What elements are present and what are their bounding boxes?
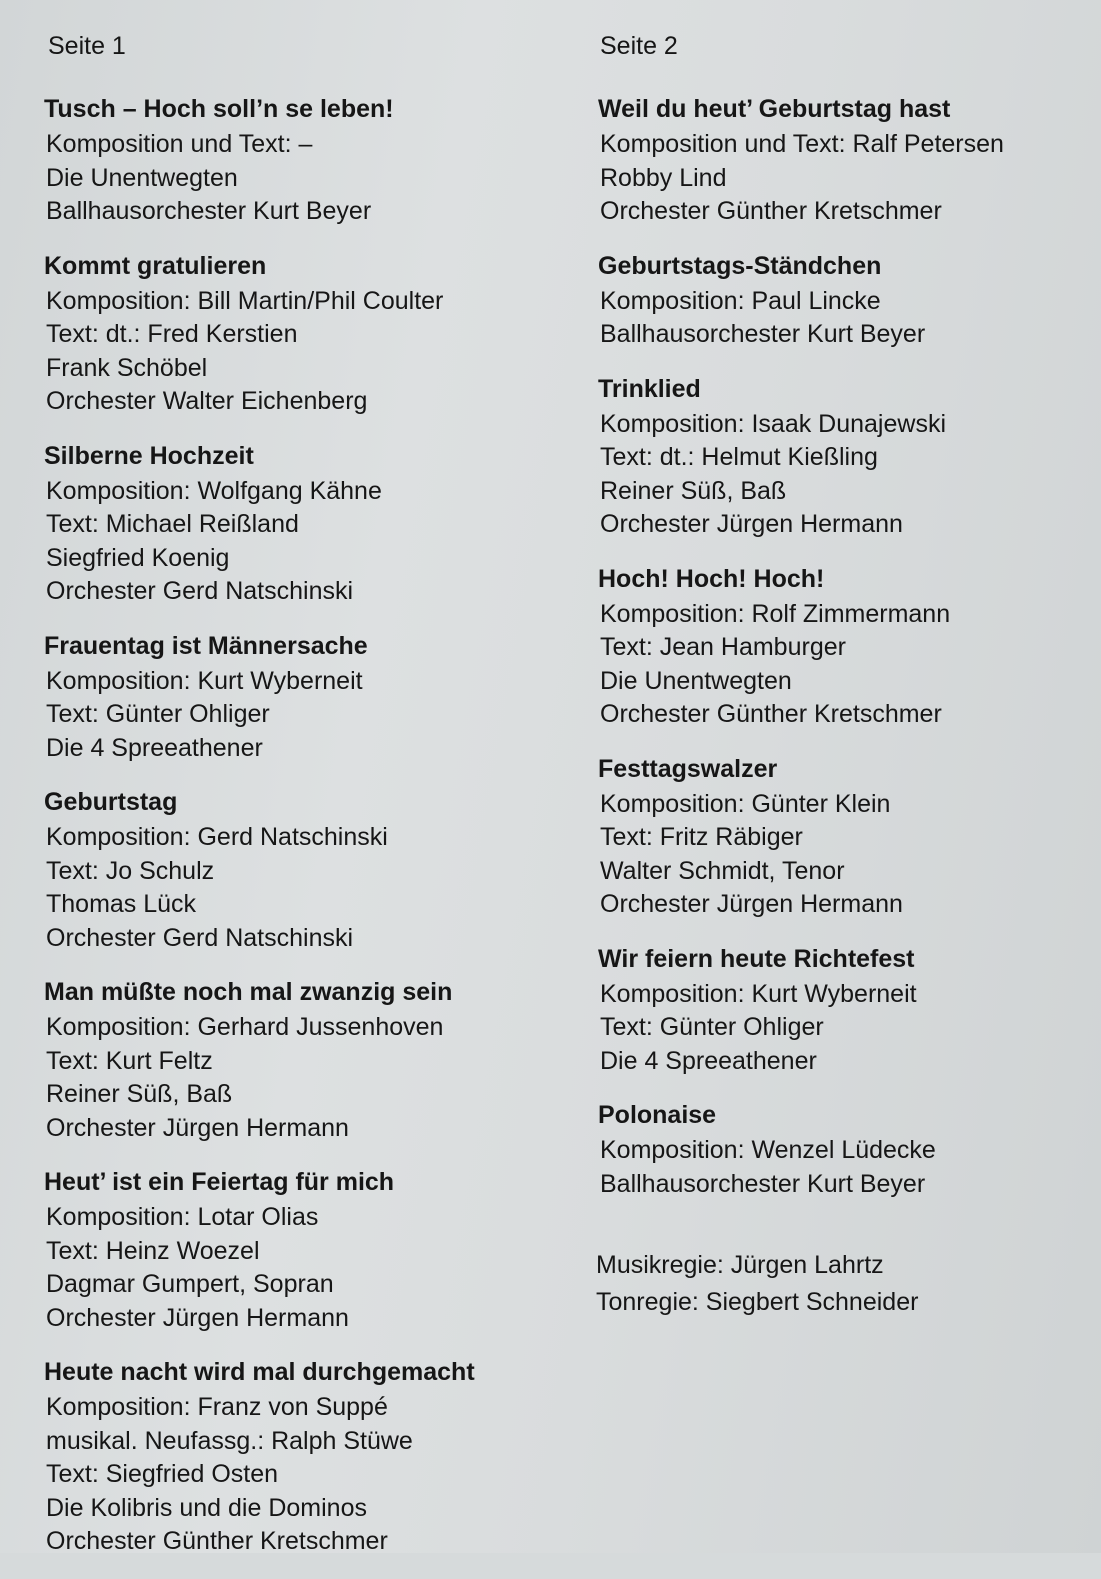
track-credit-line: Text: Michael Reißland	[46, 510, 299, 538]
track-title: Polonaise	[598, 1101, 717, 1129]
track-credit-line: Die 4 Spreeathener	[46, 733, 263, 762]
track-credit-line: Siegfried Koenig	[46, 543, 230, 572]
track-credit-line: Komposition: Rolf Zimmermann	[600, 599, 951, 628]
track-credit-line: Text: Fritz Räbiger	[600, 823, 803, 851]
track-title: Hoch! Hoch! Hoch!	[598, 564, 825, 593]
track-credit-line: Text: Jo Schulz	[46, 856, 215, 885]
track-credit-line: Komposition: Wolfgang Kähne	[46, 476, 382, 505]
track-credit-line: Die Unentwegten	[600, 666, 792, 695]
track-title: Tusch – Hoch soll’n se leben!	[44, 95, 394, 123]
track-credit-line: Die 4 Spreeathener	[600, 1046, 817, 1075]
track-credit-line: Ballhausorchester Kurt Beyer	[600, 1169, 926, 1198]
track-credit-line: Reiner Süß, Baß	[46, 1080, 233, 1108]
side-1-column	[40, 30, 560, 1579]
track-credit-line: Komposition und Text: –	[46, 130, 313, 158]
track-entry	[594, 1098, 1094, 1201]
track-credit-line: Text: dt.: Fred Kerstien	[46, 320, 298, 348]
track-credit-line: Komposition: Bill Martin/Phil Coulter	[46, 286, 444, 315]
track-entry	[40, 629, 560, 766]
track-credit-line: Komposition: Kurt Wyberneit	[600, 979, 917, 1008]
track-credit-line: Frank Schöbel	[46, 353, 208, 382]
track-credit-line: Text: Günter Ohliger	[600, 1013, 824, 1041]
track-title: Heut’ ist ein Feiertag für mich	[44, 1168, 395, 1196]
track-entry	[594, 752, 1094, 922]
track-credit-line: Orchester Gerd Natschinski	[46, 577, 354, 605]
track-credit-line: Die Kolibris und die Dominos	[46, 1493, 367, 1522]
production-credits	[594, 1247, 1094, 1321]
track-title: Man müßte noch mal zwanzig sein	[44, 978, 453, 1006]
track-title: Geburtstags-Ständchen	[598, 251, 882, 280]
side-1-heading: Seite 1	[48, 32, 126, 60]
credit-line: Musikregie: Jürgen Lahrtz	[596, 1251, 884, 1279]
track-credit-line: Komposition: Wenzel Lüdecke	[600, 1136, 936, 1164]
track-entry	[40, 249, 560, 419]
track-entry	[594, 562, 1094, 732]
track-credit-line: Orchester Günther Kretschmer	[600, 197, 942, 225]
track-credit-line: Ballhausorchester Kurt Beyer	[600, 320, 926, 348]
side-2-column	[594, 30, 1094, 1321]
track-credit-line: Orchester Jürgen Hermann	[600, 510, 903, 538]
track-entry	[594, 942, 1094, 1079]
track-credit-line: Text: Günter Ohliger	[46, 700, 270, 728]
track-credit-line: Komposition: Paul Lincke	[600, 286, 881, 315]
track-credit-line: Komposition: Gerd Natschinski	[46, 823, 388, 851]
track-credit-line: Orchester Walter Eichenberg	[46, 387, 368, 415]
track-credit-line: Orchester Günther Kretschmer	[600, 700, 942, 728]
track-credit-line: Orchester Jürgen Hermann	[46, 1303, 349, 1332]
track-entry	[40, 785, 560, 955]
track-title: Trinklied	[598, 374, 701, 403]
track-entry	[40, 92, 560, 229]
track-credit-line: Text: Siegfried Osten	[46, 1460, 279, 1488]
track-credit-line: Orchester Günther Kretschmer	[46, 1527, 388, 1555]
track-credit-line: Text: Jean Hamburger	[600, 633, 846, 661]
track-credit-line: Die Unentwegten	[46, 163, 238, 192]
track-credit-line: Text: Kurt Feltz	[46, 1046, 213, 1075]
track-credit-line: Komposition: Isaak Dunajewski	[600, 409, 946, 438]
track-title: Frauentag ist Männersache	[44, 631, 368, 660]
track-title: Wir feiern heute Richtefest	[598, 944, 915, 973]
track-entry	[594, 249, 1094, 352]
track-credit-line: Reiner Süß, Baß	[600, 476, 787, 505]
track-credit-line: Komposition: Lotar Olias	[46, 1203, 319, 1231]
track-entry	[40, 1165, 560, 1335]
track-credit-line: Orchester Jürgen Hermann	[600, 890, 903, 918]
credit-line: Tonregie: Siegbert Schneider	[596, 1288, 919, 1316]
track-credit-line: Komposition: Gerhard Jussenhoven	[46, 1013, 444, 1041]
track-credit-line: Komposition: Kurt Wyberneit	[46, 666, 363, 695]
track-credit-line: Komposition und Text: Ralf Petersen	[600, 130, 1004, 158]
track-credit-line: Text: Heinz Woezel	[46, 1236, 260, 1265]
track-title: Heute nacht wird mal durchgemacht	[44, 1358, 475, 1386]
track-credit-line: Komposition: Franz von Suppé	[46, 1393, 388, 1421]
track-credit-line: Komposition: Günter Klein	[600, 789, 891, 818]
track-credit-line: Dagmar Gumpert, Sopran	[46, 1270, 334, 1298]
track-credit-line: Orchester Gerd Natschinski	[46, 923, 354, 952]
track-entry	[40, 1355, 560, 1559]
track-entry	[594, 372, 1094, 542]
track-entry	[40, 439, 560, 609]
track-credit-line: Robby Lind	[600, 163, 727, 192]
side-2-track-list	[594, 92, 1094, 1201]
track-credit-line: Thomas Lück	[46, 890, 197, 918]
side-2-heading: Seite 2	[600, 32, 678, 60]
track-title: Silberne Hochzeit	[44, 441, 254, 470]
track-credit-line: musikal. Neufassg.: Ralph Stüwe	[46, 1426, 413, 1455]
track-title: Festtagswalzer	[598, 754, 778, 783]
side-1-track-list	[40, 92, 560, 1559]
track-title: Geburtstag	[44, 788, 178, 816]
track-credit-line: Orchester Jürgen Hermann	[46, 1113, 349, 1142]
track-entry	[40, 975, 560, 1145]
track-title: Kommt gratulieren	[44, 251, 267, 280]
track-credit-line: Text: dt.: Helmut Kießling	[600, 443, 878, 471]
track-credit-line: Walter Schmidt, Tenor	[600, 856, 845, 885]
track-title: Weil du heut’ Geburtstag hast	[598, 95, 951, 123]
track-credit-line: Ballhausorchester Kurt Beyer	[46, 197, 372, 225]
track-entry	[594, 92, 1094, 229]
